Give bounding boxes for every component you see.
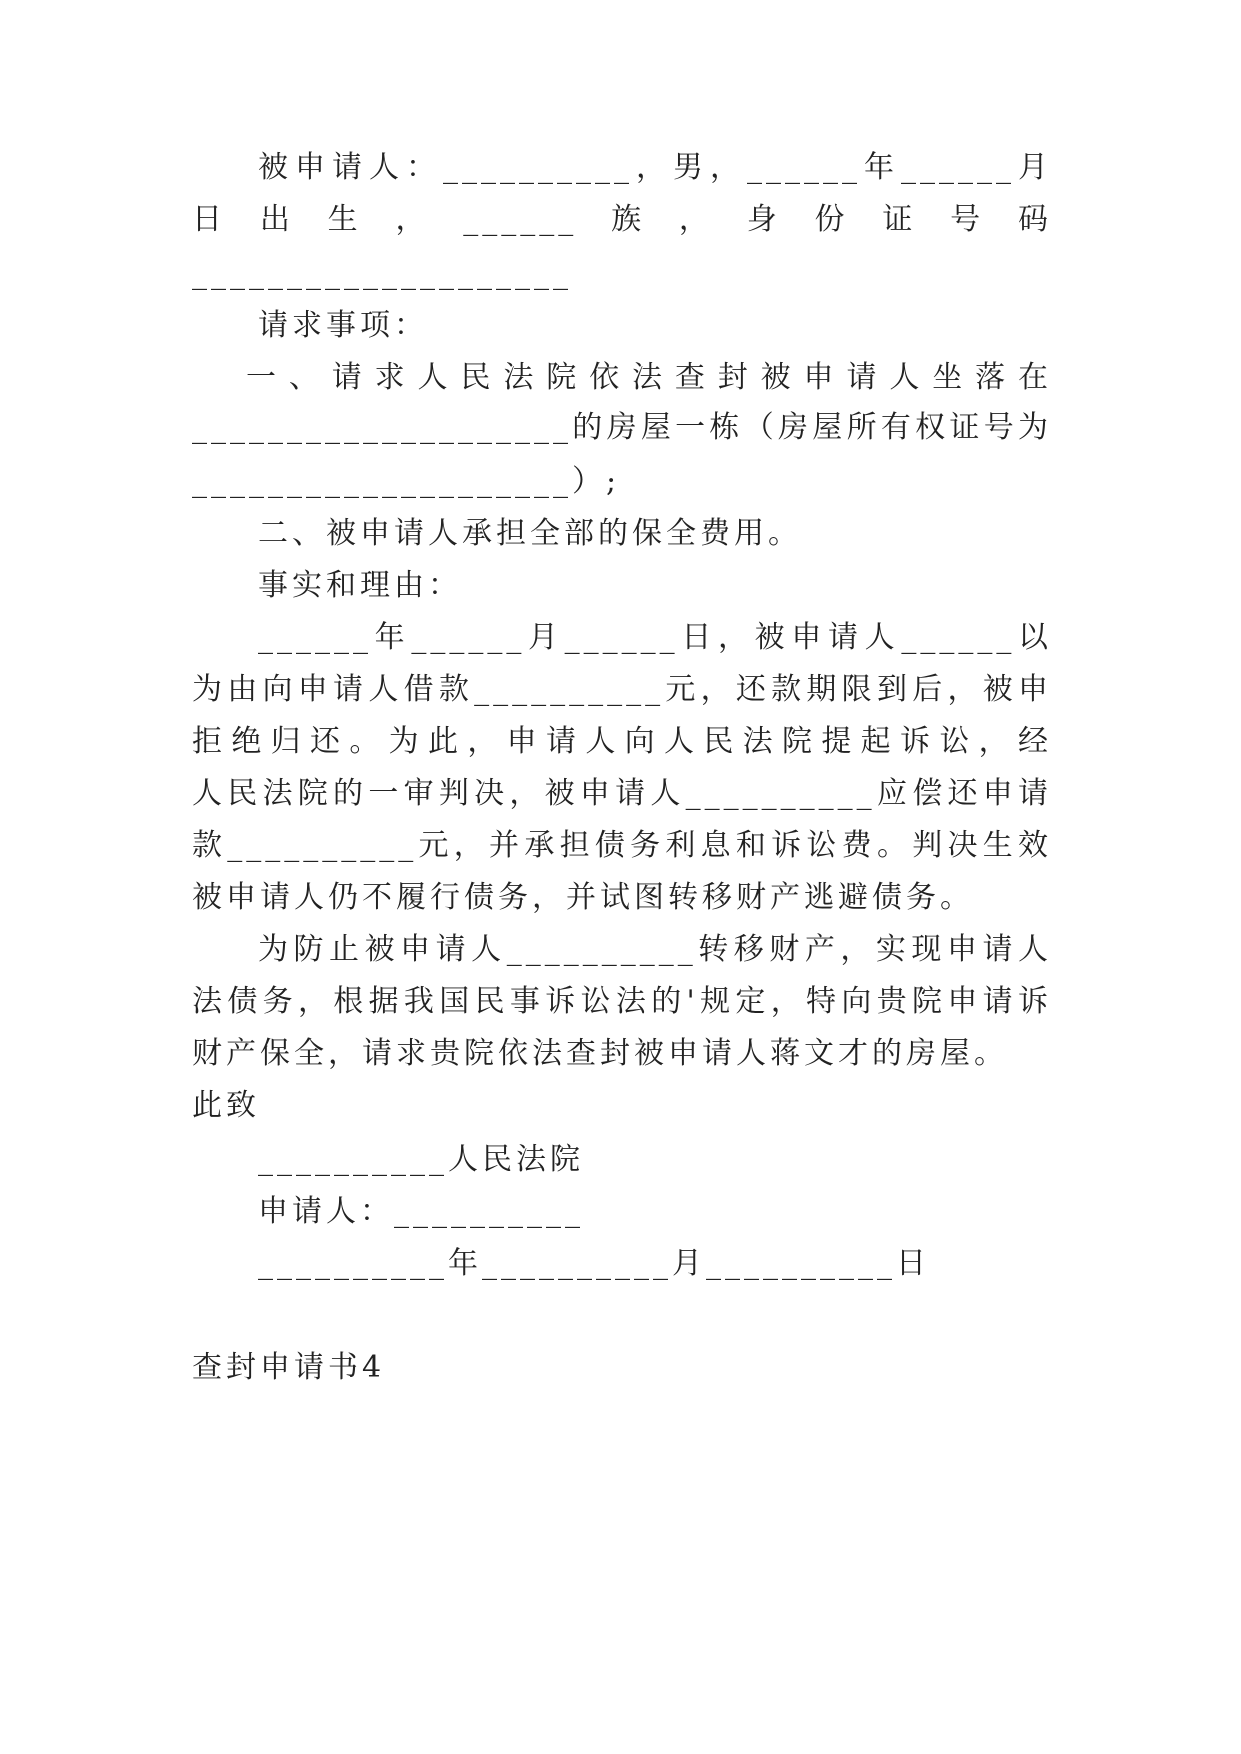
respondent-address-blank: ____________________ xyxy=(192,256,572,291)
next-document-title: 查封申请书4 xyxy=(192,1350,386,1385)
reason-line-3: 财产保全，请求贵院依法查封被申请人蒋文才的房屋。 xyxy=(192,1036,1008,1071)
salutation: 此致 xyxy=(192,1088,260,1123)
request-item-1-line-2: ____________________的房屋一栋（房屋所有权证号为 xyxy=(192,410,1052,445)
facts-line-2: 为由向申请人借款__________元，还款期限到后，被申 xyxy=(192,672,1052,707)
facts-line-6: 被申请人仍不履行债务，并试图转移财产逃避债务。 xyxy=(192,880,974,915)
respondent-line-1: 被申请人：__________，男，______年______月 xyxy=(258,150,1052,185)
date-line: __________年__________月__________日 xyxy=(258,1246,930,1281)
request-item-1-line-3: ____________________）; xyxy=(192,464,621,499)
facts-line-1: ______年______月______日，被申请人______以 xyxy=(258,620,1052,655)
facts-heading: 事实和理由： xyxy=(258,568,462,603)
request-item-2: 二、被申请人承担全部的保全费用。 xyxy=(258,516,802,551)
respondent-line-2: 日出生，______族，身份证号码 xyxy=(192,202,1052,237)
reason-line-2: 法债务，根据我国民事诉讼法的'规定，特向贵院申请诉 xyxy=(192,984,1052,1019)
applicant-signature: 申请人：__________ xyxy=(258,1194,584,1229)
request-item-1-line-1: 一、请求人民法院依法查封被申请人坐落在 xyxy=(246,360,1052,395)
facts-line-4: 人民法院的一审判决，被申请人__________应偿还申请 xyxy=(192,776,1052,811)
reason-line-1: 为防止被申请人__________转移财产，实现申请人 xyxy=(258,932,1052,967)
court-addressee: __________人民法院 xyxy=(258,1142,584,1177)
facts-line-3: 拒绝归还。为此，申请人向人民法院提起诉讼，经 xyxy=(192,724,1052,759)
request-heading: 请求事项： xyxy=(258,308,428,343)
facts-line-5: 款__________元，并承担债务利息和诉讼费。判决生效 xyxy=(192,828,1052,863)
